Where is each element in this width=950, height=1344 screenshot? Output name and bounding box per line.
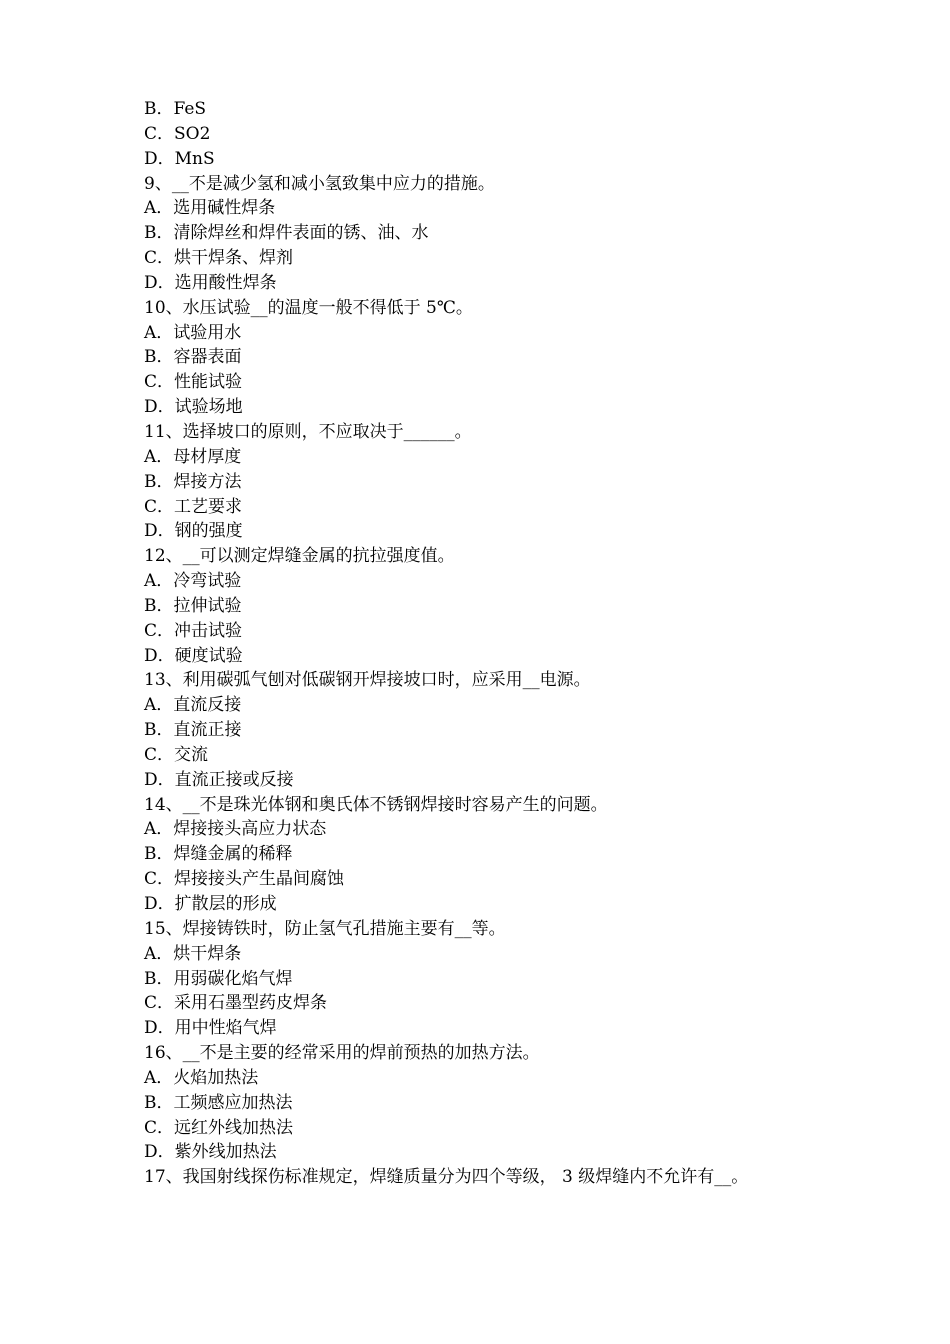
question-line: 11、选择坡口的原则，不应取决于______。 <box>144 421 472 442</box>
question-line: 13、利用碳弧气刨对低碳钢开焊接坡口时，应采用__电源。 <box>144 670 591 691</box>
option-line: D．钢的强度 <box>144 521 243 542</box>
option-line: B．清除焊丝和焊件表面的锈、油、水 <box>144 223 429 244</box>
option-line: C．性能试验 <box>144 372 243 393</box>
document-page <box>144 97 844 1190</box>
option-line: C．SO2 <box>144 123 211 144</box>
option-line: C．工艺要求 <box>144 496 243 517</box>
option-line: A．火焰加热法 <box>144 1067 259 1088</box>
option-line: D．用中性焰气焊 <box>144 1018 277 1039</box>
option-line: B．直流正接 <box>144 720 242 741</box>
option-line: D．试验场地 <box>144 397 243 418</box>
option-line: C．烘干焊条、焊剂 <box>144 248 294 269</box>
option-line: A．烘干焊条 <box>144 943 242 964</box>
option-line: B．工频感应加热法 <box>144 1092 293 1113</box>
option-line: C．远红外线加热法 <box>144 1117 294 1138</box>
option-line: B．容器表面 <box>144 347 242 368</box>
option-line: A．试验用水 <box>144 322 242 343</box>
option-line: A．焊接接头高应力状态 <box>144 819 327 840</box>
question-line: 9、__不是减少氢和减小氢致集中应力的措施。 <box>144 173 495 194</box>
option-line: B．FeS <box>144 99 207 119</box>
option-line: D．紫外线加热法 <box>144 1142 277 1163</box>
question-line: 14、__不是珠光体钢和奥氏体不锈钢焊接时容易产生的问题。 <box>144 794 608 815</box>
option-line: A．冷弯试验 <box>144 571 242 592</box>
option-line: A．直流反接 <box>144 695 242 716</box>
option-line: D．直流正接或反接 <box>144 769 294 790</box>
option-line: C．焊接接头产生晶间腐蚀 <box>144 869 345 890</box>
option-line: C．采用石墨型药皮焊条 <box>144 993 328 1014</box>
option-line: B．焊接方法 <box>144 471 242 492</box>
option-line: D．选用酸性焊条 <box>144 272 277 293</box>
option-line: D．扩散层的形成 <box>144 894 277 914</box>
option-line: D．MnS <box>144 148 215 169</box>
option-line: B．用弱碳化焰气焊 <box>144 968 293 989</box>
option-line: C．冲击试验 <box>144 620 243 641</box>
option-line: D．硬度试验 <box>144 645 243 666</box>
question-line: 16、__不是主要的经常采用的焊前预热的加热方法。 <box>144 1043 540 1064</box>
question-line: 15、焊接铸铁时，防止氢气孔措施主要有__等。 <box>144 918 506 939</box>
option-line: A．母材厚度 <box>144 446 242 467</box>
option-line: B．焊缝金属的稀释 <box>144 844 293 865</box>
question-line: 10、水压试验__的温度一般不得低于 5℃。 <box>144 297 473 318</box>
option-line: C．交流 <box>144 744 209 765</box>
question-line: 17、我国射线探伤标准规定，焊缝质量分为四个等级， 3 级焊缝内不允许有__。 <box>144 1167 749 1188</box>
option-line: A．选用碱性焊条 <box>144 198 276 219</box>
question-line: 12、__可以测定焊缝金属的抗拉强度值。 <box>144 546 455 567</box>
option-line: B．拉伸试验 <box>144 595 242 616</box>
